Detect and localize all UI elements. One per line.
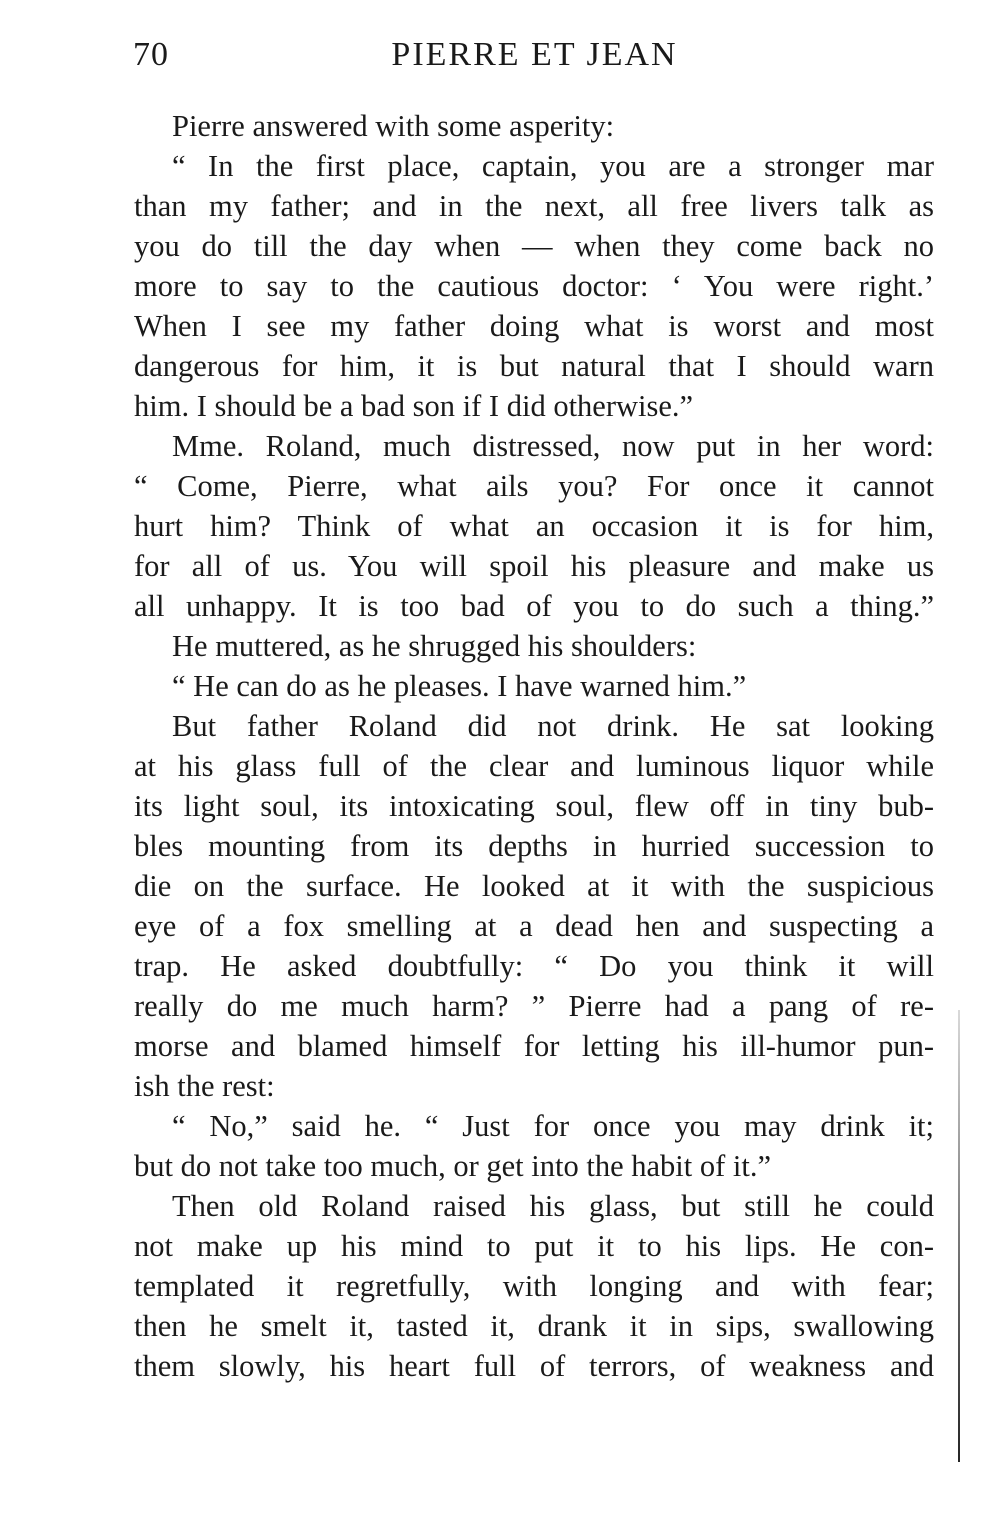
text-line: “ He can do as he pleases. I have warned him.”	[172, 669, 747, 703]
text-line: Then old Roland raised his glass, but still he could	[172, 1189, 934, 1223]
text-line: bles mounting from its depths in hurried succession to	[134, 829, 934, 863]
text-line: Mme. Roland, much distressed, now put in her word:	[172, 429, 934, 463]
text-line: its light soul, its intoxicating soul, flew off in tiny bub-	[134, 789, 934, 823]
text-line: at his glass full of the clear and luminous liquor while	[134, 749, 934, 783]
text-line: hurt him? Think of what an occasion it is for him,	[134, 509, 934, 543]
text-line: but do not take too much, or get into the habit of it.”	[134, 1149, 771, 1183]
text-line: all unhappy. It is too bad of you to do such a thing.”	[134, 589, 934, 623]
text-line: not make up his mind to put it to his lips. He con-	[134, 1229, 934, 1263]
margin-scan-line	[958, 1010, 960, 1462]
text-line: him. I should be a bad son if I did otherwise.”	[134, 389, 694, 423]
page-number: 70	[133, 36, 169, 73]
text-line: Pierre answered with some asperity:	[172, 109, 615, 143]
text-line: templated it regretfully, with longing and with fear;	[134, 1269, 934, 1303]
text-line: die on the surface. He looked at it with the suspicious	[134, 869, 934, 903]
body-text	[134, 106, 934, 1386]
text-line: ish the rest:	[134, 1069, 275, 1103]
text-line: really do me much harm? ” Pierre had a pang of re-	[134, 989, 934, 1023]
text-line: eye of a fox smelling at a dead hen and suspecting a	[134, 909, 934, 943]
text-line: But father Roland did not drink. He sat looking	[172, 709, 934, 743]
text-line: more to say to the cautious doctor: ‘ You were right.’	[134, 269, 934, 303]
text-line: for all of us. You will spoil his pleasure and make us	[134, 549, 934, 583]
text-line: When I see my father doing what is worst and most	[134, 309, 934, 343]
text-line: than my father; and in the next, all free livers talk as	[134, 189, 934, 223]
text-line: trap. He asked doubtfully: “ Do you think it will	[134, 949, 934, 983]
text-line: you do till the day when — when they come back no	[134, 229, 934, 263]
text-line: then he smelt it, tasted it, drank it in sips, swallowing	[134, 1309, 934, 1343]
page-header	[133, 36, 936, 80]
text-line: He muttered, as he shrugged his shoulders:	[172, 629, 697, 663]
text-line: them slowly, his heart full of terrors, of weakness and	[134, 1349, 934, 1383]
text-line: dangerous for him, it is but natural that I should warn	[134, 349, 934, 383]
text-line: “ No,” said he. “ Just for once you may drink it;	[172, 1109, 934, 1143]
text-line: morse and blamed himself for letting his ill-humor pun-	[134, 1029, 934, 1063]
running-title: PIERRE ET JEAN	[391, 36, 678, 73]
text-line: “ Come, Pierre, what ails you? For once it cannot	[134, 469, 934, 503]
text-line: “ In the first place, captain, you are a stronger mar	[172, 149, 934, 183]
